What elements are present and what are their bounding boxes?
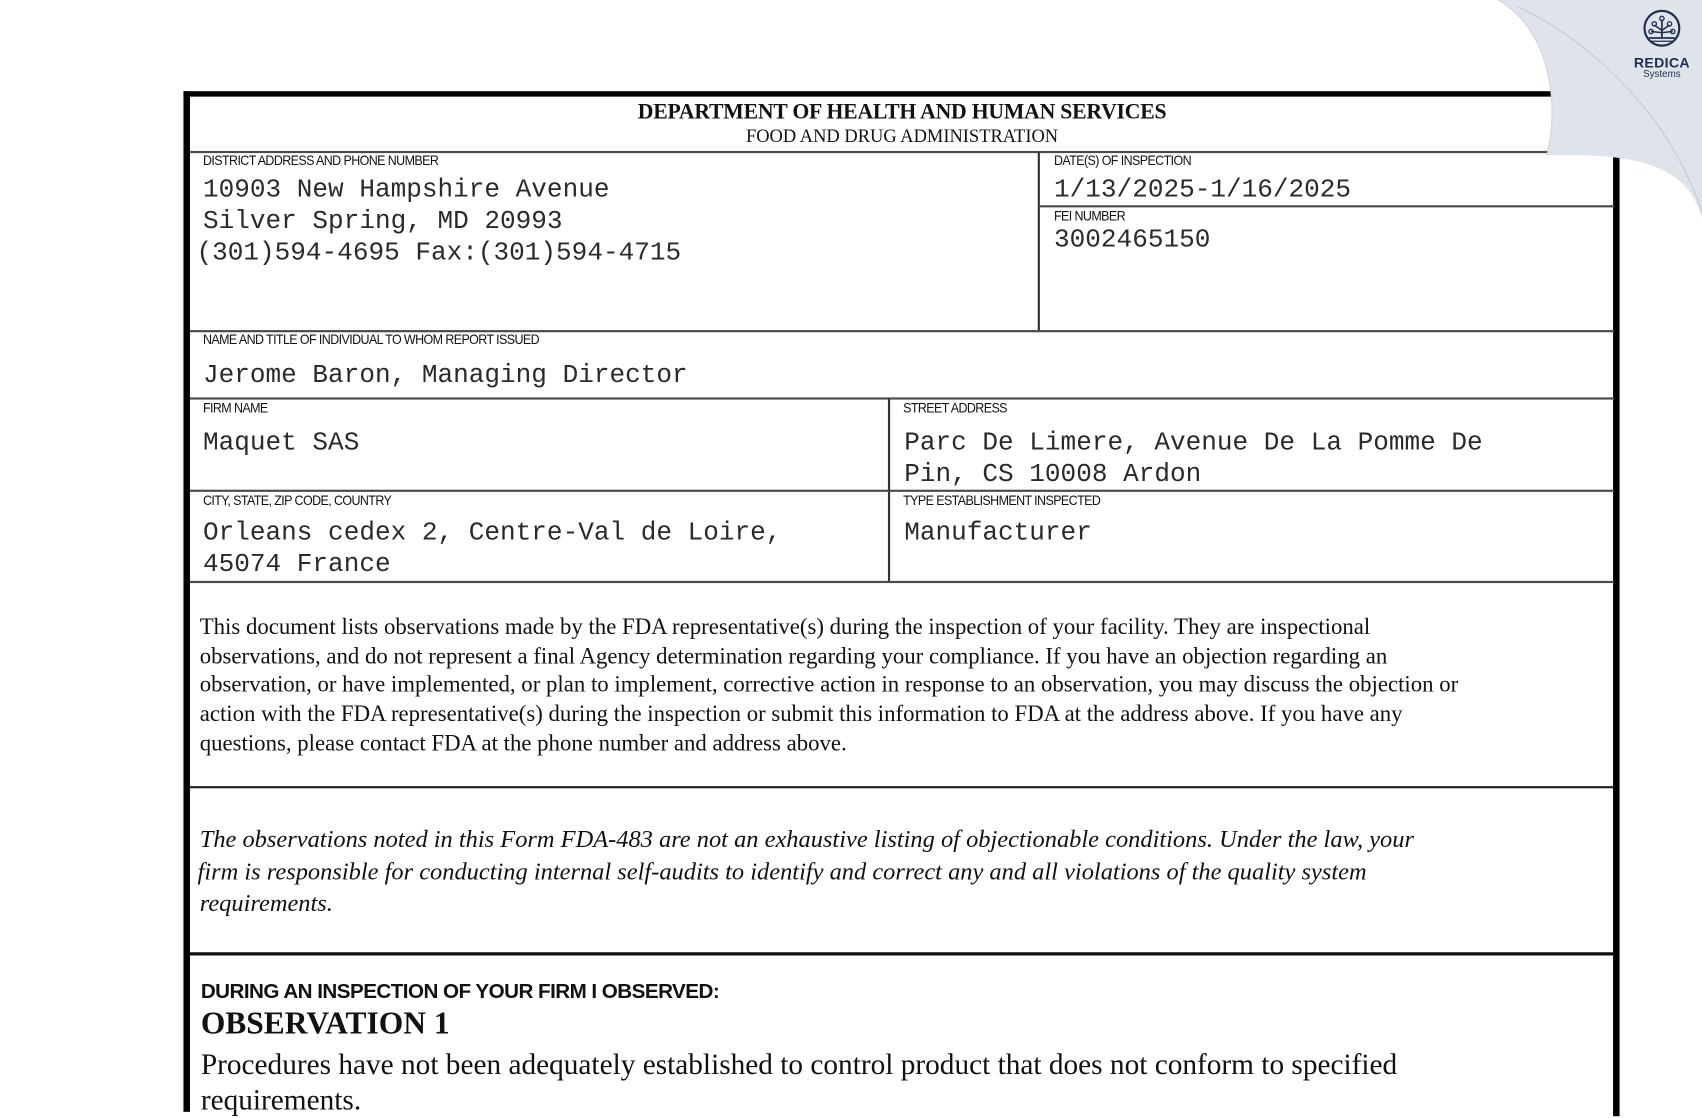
- intro-line: observation, or have implemented, or plan to implement, corrective action in response to an observation, you may discuss the objection or: [199, 671, 1459, 698]
- observations-heading: DURING AN INSPECTION OF YOUR FIRM I OBSERVED:: [200, 980, 720, 1004]
- observation-body: [201, 1047, 1397, 1118]
- notice-line: requirements.: [199, 889, 333, 917]
- redica-logo: [1624, 9, 1700, 80]
- department-title: DEPARTMENT OF HEALTH AND HUMAN SERVICES: [637, 99, 1167, 124]
- district-label: DISTRICT ADDRESS AND PHONE NUMBER: [202, 153, 439, 169]
- firm-name-value: Maquet SAS: [202, 428, 360, 459]
- observation-title: OBSERVATION 1: [200, 1006, 450, 1042]
- notice-line: The observations noted in this Form FDA-483 are not an exhaustive listing of objectionable conditions. Under the law, your: [199, 825, 1414, 853]
- intro-paragraph: [200, 612, 1458, 757]
- intro-line: This document lists observations made by the FDA representative(s) during the inspection of your facility. They are inspectional: [199, 613, 1371, 640]
- divider: [190, 952, 1614, 955]
- form-border-right: [1613, 139, 1620, 1116]
- divider: [190, 581, 1614, 583]
- street-address-line-2: Pin, CS 10008 Ardon: [904, 460, 1202, 490]
- street-address-label: STREET ADDRESS: [903, 400, 1007, 416]
- divider: [190, 786, 1614, 788]
- observation-line: Procedures have not been adequately established to control product that does not conform to specified: [200, 1047, 1398, 1081]
- exhaustive-listing-notice: [197, 823, 1414, 919]
- city-line-2: 45074 France: [202, 550, 391, 580]
- divider: [190, 490, 1614, 492]
- individual-label: NAME AND TITLE OF INDIVIDUAL TO WHOM REPORT ISSUED: [202, 332, 540, 348]
- establishment-type-value: Manufacturer: [904, 519, 1092, 549]
- district-address-line-1: 10903 New Hampshire Avenue: [202, 175, 610, 206]
- intro-line: questions, please contact FDA at the phone number and address above.: [199, 729, 847, 756]
- brand-subtitle: Systems: [1643, 68, 1681, 80]
- establishment-type-label: TYPE ESTABLISHMENT INSPECTED: [903, 492, 1101, 509]
- inspection-dates-label: DATE(S) OF INSPECTION: [1054, 153, 1192, 169]
- street-address-line-1: Parc De Limere, Avenue De La Pomme De: [904, 428, 1483, 459]
- firm-name-label: FIRM NAME: [202, 400, 268, 416]
- notice-line: firm is responsible for conducting internal self-audits to identify and correct any and all violations of the quality system: [197, 857, 1367, 885]
- district-address-line-2: Silver Spring, MD 20993: [202, 207, 563, 237]
- observation-line: requirements.: [200, 1083, 362, 1117]
- intro-line: action with the FDA representative(s) during the inspection or submit this information to FDA at the address above. If you have any: [199, 700, 1403, 727]
- divider: [190, 397, 1614, 399]
- tree-network-icon: [1642, 9, 1681, 48]
- city-label: CITY, STATE, ZIP CODE, COUNTRY: [202, 492, 392, 509]
- city-line-1: Orleans cedex 2, Centre-Val de Loire,: [202, 519, 782, 549]
- form-border-left: [183, 91, 190, 1112]
- inspection-dates-value: 1/13/2025-1/16/2025: [1054, 175, 1352, 206]
- form-border-top: [183, 91, 1551, 96]
- individual-value: Jerome Baron, Managing Director: [202, 361, 688, 391]
- divider: [1038, 152, 1040, 331]
- fei-value: 3002465150: [1054, 225, 1211, 256]
- intro-line: observations, and do not represent a final Agency determination regarding your compliance. If you have an objection regarding an: [199, 642, 1388, 669]
- district-phone: (301)594-4695 Fax:(301)594-4715: [196, 238, 682, 269]
- agency-title: FOOD AND DRUG ADMINISTRATION: [745, 125, 1059, 147]
- brand-name: REDICA: [1633, 54, 1690, 71]
- fei-label: FEI NUMBER: [1054, 208, 1126, 224]
